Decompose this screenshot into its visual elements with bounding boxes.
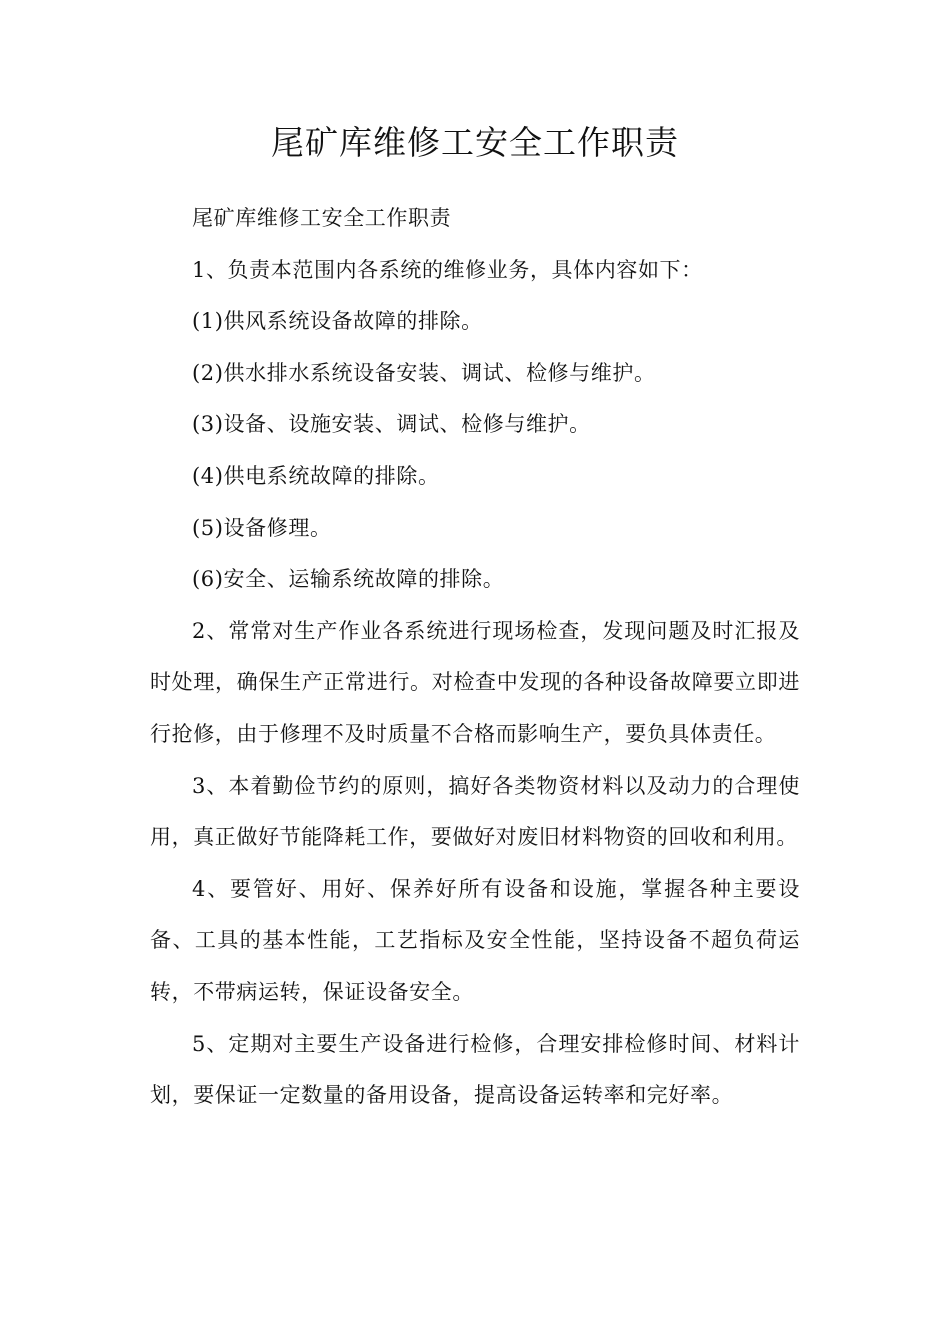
duty-subitem-5: (5)设备修理。 bbox=[192, 515, 332, 540]
duty-item-3: 3、本着勤俭节约的原则，搞好各类物资材料以及动力的合理使用，真正做好节能降耗工作，要做好对废旧材料物资的回收和利用。 bbox=[150, 773, 800, 850]
document-body bbox=[150, 193, 800, 1122]
duty-subitem-1: (1)供风系统设备故障的排除。 bbox=[192, 309, 483, 334]
subtitle-paragraph: 尾矿库维修工安全工作职责 bbox=[192, 206, 452, 230]
duty-subitem-2: (2)供水排水系统设备安装、调试、检修与维护。 bbox=[192, 360, 656, 385]
duty-subitem-6: (6)安全、运输系统故障的排除。 bbox=[192, 567, 505, 592]
duty-subitem-4: (4)供电系统故障的排除。 bbox=[192, 463, 440, 488]
duty-item-4: 4、要管好、用好、保养好所有设备和设施，掌握各种主要设备、工具的基本性能，工艺指标及安全性能，坚持设备不超负荷运转，不带病运转，保证设备安全。 bbox=[150, 876, 800, 1004]
duty-item-1: 1、负责本范围内各系统的维修业务，具体内容如下： bbox=[192, 257, 703, 282]
duty-subitem-3: (3)设备、设施安装、调试、检修与维护。 bbox=[192, 412, 591, 437]
duty-item-2: 2、常常对生产作业各系统进行现场检查，发现问题及时汇报及时处理，确保生产正常进行。对检查中发现的各种设备故障要立即进行抢修，由于修理不及时质量不合格而影响生产，要负具体责任。 bbox=[150, 618, 800, 746]
duty-item-5: 5、定期对主要生产设备进行检修，合理安排检修时间、材料计划，要保证一定数量的备用设备，提高设备运转率和完好率。 bbox=[150, 1031, 800, 1108]
document-title: 尾矿库维修工安全工作职责 bbox=[271, 123, 679, 162]
